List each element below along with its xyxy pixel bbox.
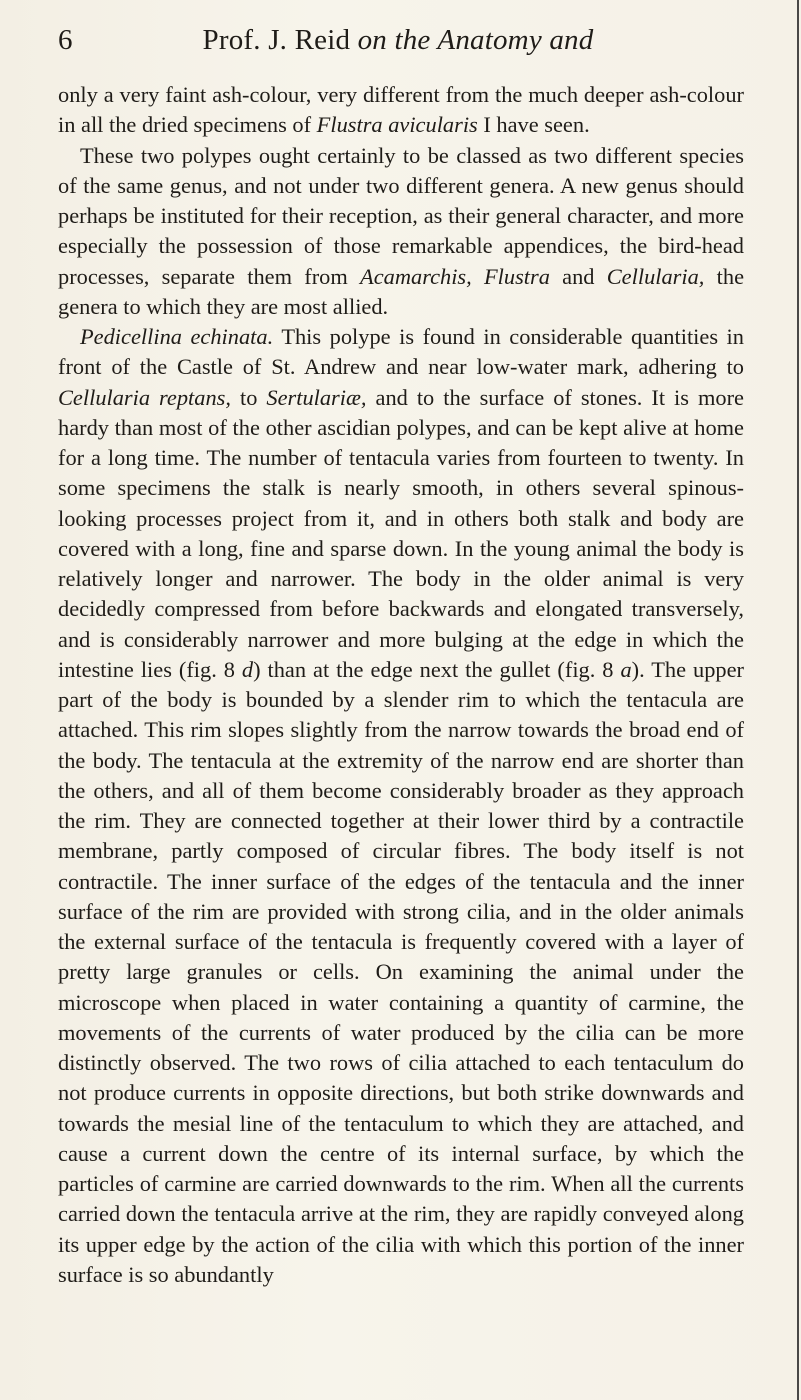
text-segment: ) than at the edge next the gullet (fig. 8 (253, 656, 621, 682)
italic-text: Pedicellina echinata. (80, 324, 274, 349)
paragraph-p3 (58, 322, 744, 1290)
italic-text: Cellularia reptans, (58, 384, 231, 410)
running-head (58, 20, 738, 60)
running-head-author: Prof. J. Reid (202, 24, 358, 56)
text-segment: the genera to which they are most allied. (58, 263, 745, 319)
text-segment: only a very faint ash-colour, very different from the much deeper ash-colour in all the dried specimens of (58, 82, 744, 138)
page-edge-divider (797, 0, 799, 1400)
text-segment: These two polypes ought certainly to be classed as two different species of the same genus, and not under two different genera. A new genus should perhaps be instituted for their reception, as their general character, and more especially the possession of those remarkable appendices, the bird-head processes, separate them from (58, 142, 744, 289)
text-segment: and to the surface of stones. It is more hardy than most of the other ascidian polypes, and can be kept alive at home for a long time. The number of tentacula varies from fourteen to twenty. In some specimens the stalk is nearly smooth, in others several spinous-looking processes project from it, and in others both stalk and body are covered with a long, fine and sparse down. In the young animal the body is relatively longer and narrower. The body in the older animal is very decidedly compressed from before backwards and elongated transversely, and is considerably narrower and more bulging at the edge in which the intestine lies (fig. 8 (58, 384, 744, 682)
page-number: 6 (58, 24, 73, 56)
italic-text: Sertulariæ, (266, 384, 367, 410)
page-header (58, 20, 738, 60)
body-text (58, 80, 744, 1290)
paragraph-p1 (58, 80, 744, 141)
text-segment: This polype is found in considerable quantities in front of the Castle of St. Andrew and near low-water mark, adhering to (58, 324, 744, 380)
running-head-title: on the Anatomy and (357, 24, 594, 56)
italic-text: a (620, 656, 632, 682)
italic-text: Flustra avicularis (316, 112, 478, 138)
text-segment: to (230, 384, 267, 410)
text-segment: and (549, 263, 607, 289)
paragraph-p2 (58, 141, 744, 323)
text-segment: ). The upper part of the body is bounded by a slender rim to which the tentacula are attached. This rim slopes slightly from the narrow towards the broad end of the body. The tentacula at the extremity of the narrow end are shorter than the others, and all of them become considerably broader as they approach the rim. They are connected together at their lower third by a contractile membrane, partly composed of circular fibres. The body itself is not contractile. The inner surface of the edges of the tentacula and the inner surface of the rim are provided with strong cilia, and in the older animals the external surface of the tentacula is frequently covered with a layer of pretty large granules or cells. On examining the animal under the microscope when placed in water containing a quantity of carmine, the movements of the currents of water produced by the cilia can be more distinctly observed. The two rows of cilia attached to each tentaculum do not produce currents in opposite directions, but both strike downwards and towards the mesial line of the tentaculum to which they are attached, and cause a current down the centre of its internal surface, by which the particles of carmine are carried downwards to the rim. When all the currents carried down the tentacula arrive at the rim, they are rapidly conveyed along its upper edge by the action of the cilia with which this portion of the inner surface is so abundantly (58, 656, 745, 1287)
italic-text: d (241, 656, 254, 682)
italic-text: Cellularia, (606, 263, 705, 289)
text-segment: I have seen. (477, 112, 590, 138)
italic-text: Acamarchis, Flustra (360, 263, 550, 289)
